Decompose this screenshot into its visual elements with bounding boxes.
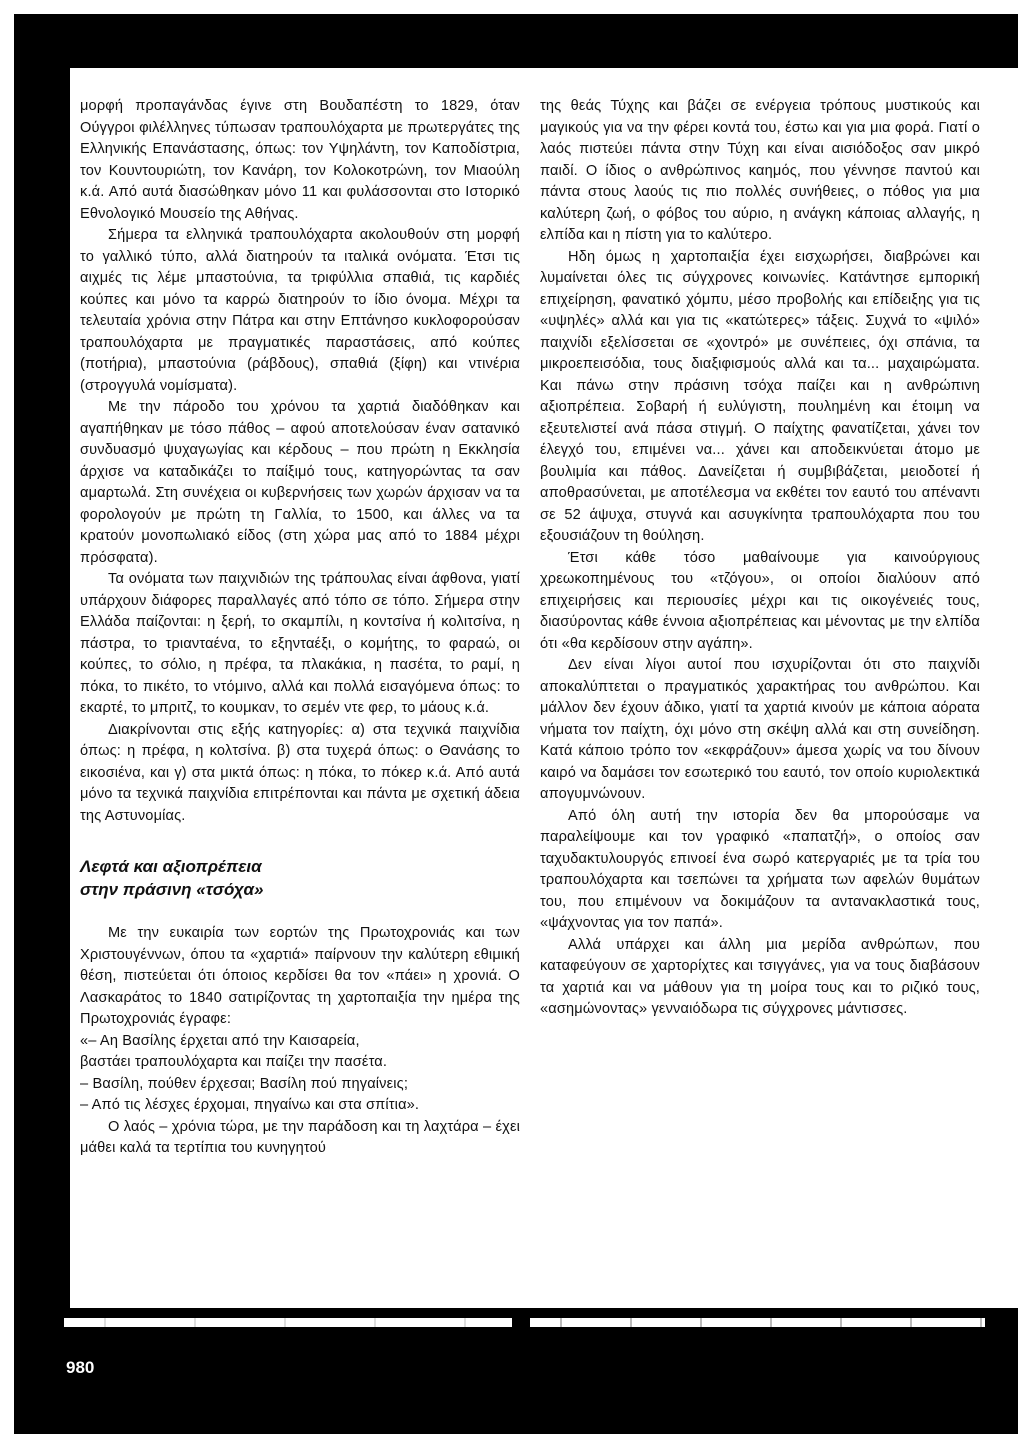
paragraph: Από όλη αυτή την ιστορία δεν θα μπορούσαμε να παραλείψουμε και τον γραφικό «παπατζή», ο οποίος σαν ταχυδακτυλουργός επινοεί ένα σωρό κατεργαριές με τα τρία του τραπουλόχαρτα και τσεπώνει τα χρήματα των αφελών θυμάτων του, που επιμένουν να δοκιμάζουν τα αντανακλαστικά τους, «ψάχνοντας για τον παπά». — [540, 807, 980, 931]
section-heading-line: στην πράσινη «τσόχα» — [80, 880, 264, 899]
quote-line: – Βασίλη, πούθεν έρχεσαι; Βασίλη πού πηγαίνεις; — [80, 1075, 409, 1092]
paragraph: Τα ονόματα των παιχνιδιών της τράπουλας είναι άφθονα, γιατί υπάρχουν διάφορες παραλλαγές από τόπο σε τόπο. Σήμερα στην Ελλάδα παίζονται: η ξερή, το σκαμπίλι, η κοντσίνα ή κολιτσίνα, η πάστρα, το τριανταένα, το εξηνταέξι, ο κομήτης, το φαραώ, οι κούπες, το σόλιο, η πρέφα, τα πλακάκια, η πασέτα, το ραμί, η πόκα, το πικέτο, το ντόμινο, αλλά και πολλά εισαγόμενα όπως: το εκαρτέ, το μπριτζ, το κουμκαν, το σεμέν ντε φερ, το μάους κ.ά. — [80, 571, 520, 716]
paragraph: Ηδη όμως η χαρτοπαιξία έχει εισχωρήσει, διαβρώνει και λυμαίνεται όλες τις σύγχρονες κοινωνίες. Κατάντησε εμπορική επιχείρηση, φανατικό χόμπυ, μέσο προβολής και επίδειξης για τις «υψηλές» αλλά και για τις «κατώτερες» τάξεις. Συχνά το «ψιλό» παιχνίδι εξελίσσεται σε «χοντρό» με συνέπειες, όχι σπάνια, τα μικροεπεισόδια, τους διαξιφισμούς αλλά και τα... μαχαιρώματα. Και πάνω στην πράσινη τσόχα παίζει και η ανθρώπινη αξιοπρέπεια. Σοβαρή ή ευλύγιστη, πουλημένη και έτοιμη να εξευτελιστεί ανά πάσα στιγμή. Ο παίχτης φανατίζεται, χάνει τον έλεγχό του, επιμένει να... χάνει και αποδεικνύεται άτομο με βουλιμία και πάθος. Δανείζεται ή συμβιβάζεται, μειοδοτεί ή αποθρασύνεται, με αποτέλεσμα να εκθέτει τον εαυτό του απέναντι σε 52 άψυχα, στυγνά και ασυγκίνητα τραπουλόχαρτα που του εξουσιάζουν τη θούληση. — [540, 248, 980, 544]
paragraph: της θεάς Τύχης και βάζει σε ενέργεια τρόπους μυστικούς και μαγικούς για να την φέρει κοντά του, έστω και για μια φορά. Γιατί ο λαός πιστεύει πάντα στην Τύχη και είναι αισιόδοξος σαν μικρό παιδί. Ο ίδιος ο ανθρώπινος καημός, που γέννησε παντού και πάντα στους λαούς τις πιο πολλές συνήθειες, ο πόθος για μια καλύτερη ζωή, ο φόβος του αύριο, η ανάγκη κάποιας αλλαγής, η ελπίδα και η πίστη για το καλύτερο. — [540, 98, 980, 243]
section-heading-line: Λεφτά και αξιοπρέπεια — [80, 857, 262, 876]
paragraph: Δεν είναι λίγοι αυτοί που ισχυρίζονται ότι στο παιχνίδι αποκαλύπτεται ο πραγματικός χαρακτήρας του ανθρώπου. Και μάλλον δεν έχουν άδικο, γιατί τα χαρτιά κινούν με κάποια αόρατα νήματα τον παίχτη, όχι μόνο στη σκέψη αλλά και στη συνείδηση. Κατά κάποιο τρόπο τον «εκφράζουν» άμεσα χωρίς να του δίνουν καιρό να δαμάσει τον εσωτερικό του εαυτό, τον οποίο κυριολεκτικά απογυμνώνουν. — [540, 657, 980, 802]
footer-rule — [530, 1318, 985, 1327]
paragraph: Σήμερα τα ελληνικά τραπουλόχαρτα ακολουθούν στη μορφή το γαλλικό τύπο, αλλά διατηρούν τα ιταλικά ονόματα. Έτσι τις αιχμές τις λέμε μπαστούνια, τα τριφύλλια σπαθιά, τις καρδιές κούπες και μόνο τα καρρώ διατηρούν το ίδιο όνομα. Μέχρι τα τελευταία χρόνια στην Πάτρα και στην Επτάνησο κυκλοφορούσαν τραπουλόχαρτα με πραγματικές παραστάσεις, από κούπες (ποτήρια), μπαστούνια (ράβδους), σπαθιά (ξίφη) και ντινέρια (στρογγυλά νομίσματα). — [80, 227, 520, 394]
paragraph: Ο λαός – χρόνια τώρα, με την παράδοση και τη λαχτάρα – έχει μάθει καλά τα τερτίπια του κυνηγητού — [80, 1118, 520, 1156]
paragraph: Έτσι κάθε τόσο μαθαίνουμε για καινούργιους χρεωκοπημένους του «τζόγου», οι οποίοι διαλύουν από επιχειρήσεις και περιουσίες μέχρι και τις οικογένειές τους, διασύροντας κάθε έννοια αξιοπρέπειας και μένοντας με την ελπίδα ότι «θα κερδίσουν στην αγάπη». — [540, 549, 980, 652]
paragraph: Με την ευκαιρία των εορτών της Πρωτοχρονιάς και των Χριστουγέννων, όπου τα «χαρτιά» παίρνουν την καλύτερη εθιμική θέση, πιστεύεται ότι όποιος κερδίσει θα τον «πάει» η χρονιά. Ο Λασκαράτος το 1840 σατιρίζοντας τη χαρτοπαιξία την ημέρα της Πρωτοχρονιάς έγραφε: — [80, 925, 520, 1027]
page-number: 980 — [66, 1358, 95, 1377]
quote-line: «– Αη Βασίλης έρχεται από την Καισαρεία, — [80, 1032, 360, 1049]
paragraph: Διακρίνονται στις εξής κατηγορίες: α) στα τεχνικά παιχνίδια όπως: η πρέφα, η κολτσίνα. β) στα τυχερά όπως: ο Θανάσης το εικοσιένα, και γ) στα μικτά όπως: η πόκα, το πόκερ κ.ά. Από αυτά μόνο τα τεχνικά παιχνίδια επιτρέπονται και πάντα με σχετική άδεια της Αστυνομίας. — [80, 721, 520, 824]
footer-rule — [64, 1318, 512, 1327]
quote-line: βαστάει τραπουλόχαρτα και παίζει την πασέτα. — [80, 1054, 388, 1070]
paragraph: μορφή προπαγάνδας έγινε στη Βουδαπέστη το 1829, όταν Ούγγροι φιλέλληνες τύπωσαν τραπουλόχαρτα με πρωτεργάτες της Ελληνικής Επανάστασης, όπως: τον Υψηλάντη, τον Καποδίστρια, τον Κουντουριώτη, τον Κανάρη, τον Κολοκοτρώνη, τον Μιαούλη κ.ά. Από αυτά διασώθηκαν μόνο 11 και φυλάσσονται στο Ιστορικό Εθνολογικό Μουσείο της Αθήνας. — [80, 98, 520, 222]
paragraph: Αλλά υπάρχει και άλλη μια μερίδα ανθρώπων, που καταφεύγουν σε χαρτορίχτες και τσιγγάνες, για να τους διαβάσουν τα χαρτιά και να μάθουν για τη μοίρα τους και το ριζικό τους, «ασημώνοντας» γενναιόδωρα τις σύγχρονες μάντισσες. — [540, 936, 980, 1017]
paragraph: Με την πάροδο του χρόνου τα χαρτιά διαδόθηκαν και αγαπήθηκαν με τόσο πάθος – αφού αποτελούσαν έναν σατανικό συνδυασμό ψυχαγωγίας και κέρδους – που πρώτη η Εκκλησία άρχισε να καταδικάζει το παίξιμό τους, κατηγορώντας τα σαν αμαρτωλά. Στη συνέχεια οι κυβερνήσεις των χωρών άρχισαν να τα φορολογούν με πρώτη τη Γαλλία, το 1500, και άλλες να τα κρατούν μονοπωλιακό είδος (στη χώρα μας από το 1884 μέχρι πρόσφατα). — [80, 399, 520, 566]
quote-line: – Από τις λέσχες έρχομαι, πηγαίνω και στα σπίτια». — [80, 1097, 420, 1113]
left-column — [80, 96, 520, 1160]
section-heading — [80, 855, 520, 901]
right-column — [540, 96, 980, 1021]
